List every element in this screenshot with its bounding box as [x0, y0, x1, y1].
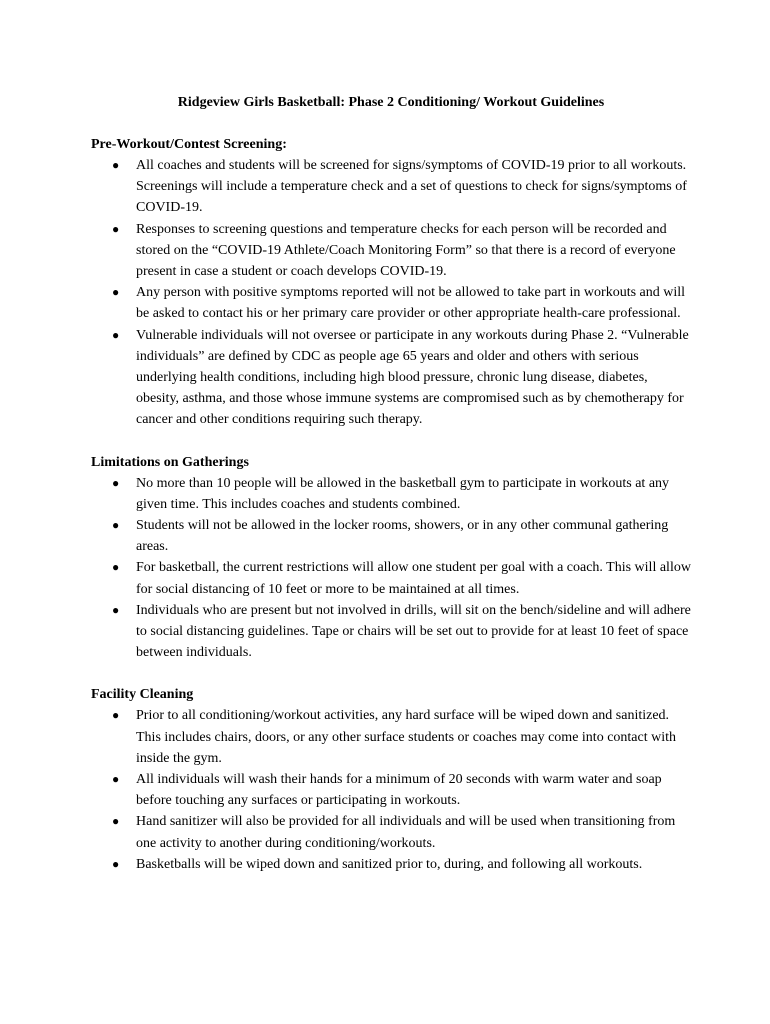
bullet-icon: ● — [112, 856, 120, 871]
bullet-icon: ● — [112, 285, 120, 300]
list-item — [91, 705, 691, 769]
list-item-text: All coaches and students will be screened for signs/symptoms of COVID-19 prior to all workouts. Screenings will include a temperature check and a set of questions to check for signs/symptoms of COVID-19. — [136, 158, 687, 216]
section-heading: Facility Cleaning — [91, 687, 194, 703]
bullet-icon: ● — [112, 158, 120, 172]
bullet-list — [91, 155, 691, 431]
list-item-text: No more than 10 people will be allowed in the basketball gym to participate in workouts at any given time. This includes coaches and students combined. — [136, 475, 670, 512]
list-item — [91, 219, 691, 283]
list-item — [91, 811, 691, 853]
list-item-text: Individuals who are present but not involved in drills, will sit on the bench/sideline and will adhere to social distancing guidelines. Tape or chairs will be set out to provide for at least 10 feet of space between individuals. — [136, 602, 691, 661]
list-item-text: Students will not be allowed in the locker rooms, showers, or in any other communal gathering areas. — [136, 518, 669, 555]
list-item-text: Prior to all conditioning/workout activities, any hard surface will be wiped down and sanitized. This includes chairs, doors, or any other surface students or coaches may come into contact with inside the gym. — [136, 708, 677, 766]
section-pre-workout-screening — [91, 134, 691, 431]
list-item — [91, 600, 691, 664]
list-item — [91, 155, 691, 219]
section-heading: Limitations on Gatherings — [91, 454, 249, 470]
list-item — [91, 854, 691, 875]
list-item-text: All individuals will wash their hands for a minimum of 20 seconds with warm water and soap before touching any surfaces or participating in workouts. — [136, 772, 662, 809]
section-facility-cleaning — [91, 684, 691, 875]
bullet-icon: ● — [112, 602, 120, 617]
list-item — [91, 325, 691, 431]
list-item — [91, 282, 691, 324]
list-item-text: Any person with positive symptoms reported will not be allowed to take part in workouts and will be asked to contact his or her primary care provider or other appropriate health-care professional. — [136, 285, 686, 322]
list-item-text: Hand sanitizer will also be provided for all individuals and will be used when transitioning from one activity to another during conditioning/workouts. — [136, 814, 676, 851]
section-limitations-on-gatherings — [91, 452, 691, 664]
bullet-icon: ● — [112, 221, 120, 236]
bullet-icon: ● — [112, 772, 120, 787]
bullet-icon: ● — [112, 814, 120, 829]
bullet-icon: ● — [112, 475, 120, 490]
bullet-list — [91, 705, 691, 875]
list-item — [91, 769, 691, 811]
bullet-list — [91, 473, 691, 664]
bullet-icon: ● — [112, 518, 120, 533]
list-item — [91, 515, 691, 557]
section-heading: Pre-Workout/Contest Screening: — [91, 137, 287, 152]
bullet-icon: ● — [112, 708, 120, 723]
list-item-text: Responses to screening questions and temperature checks for each person will be recorded and stored on the “COVID-19 Athlete/Coach Monitoring Form” so that there is a record of everyone present in case a student or coach develops COVID-19. — [136, 221, 676, 280]
list-item — [91, 557, 691, 599]
list-item-text: Vulnerable individuals will not oversee or participate in any workouts during Phase 2. “Vulnerable individuals” are defined by CDC as people age 65 years and older and others with serious underlying health conditions, including high blood pressure, chronic lung disease, diabetes, obesity, asthma, and those whose immune systems are compromised such as by chemotherapy for cancer and other conditions requiring such therapy. — [136, 327, 689, 428]
document-page — [91, 92, 691, 896]
list-item — [91, 473, 691, 515]
list-item-text: For basketball, the current restrictions will allow one student per goal with a coach. This will allow for social distancing of 10 feet or more to be maintained at all times. — [136, 560, 691, 597]
bullet-icon: ● — [112, 327, 120, 342]
document-title: Ridgeview Girls Basketball: Phase 2 Conditioning/ Workout Guidelines — [177, 95, 605, 110]
bullet-icon: ● — [112, 560, 120, 575]
list-item-text: Basketballs will be wiped down and sanitized prior to, during, and following all workouts. — [136, 856, 643, 872]
